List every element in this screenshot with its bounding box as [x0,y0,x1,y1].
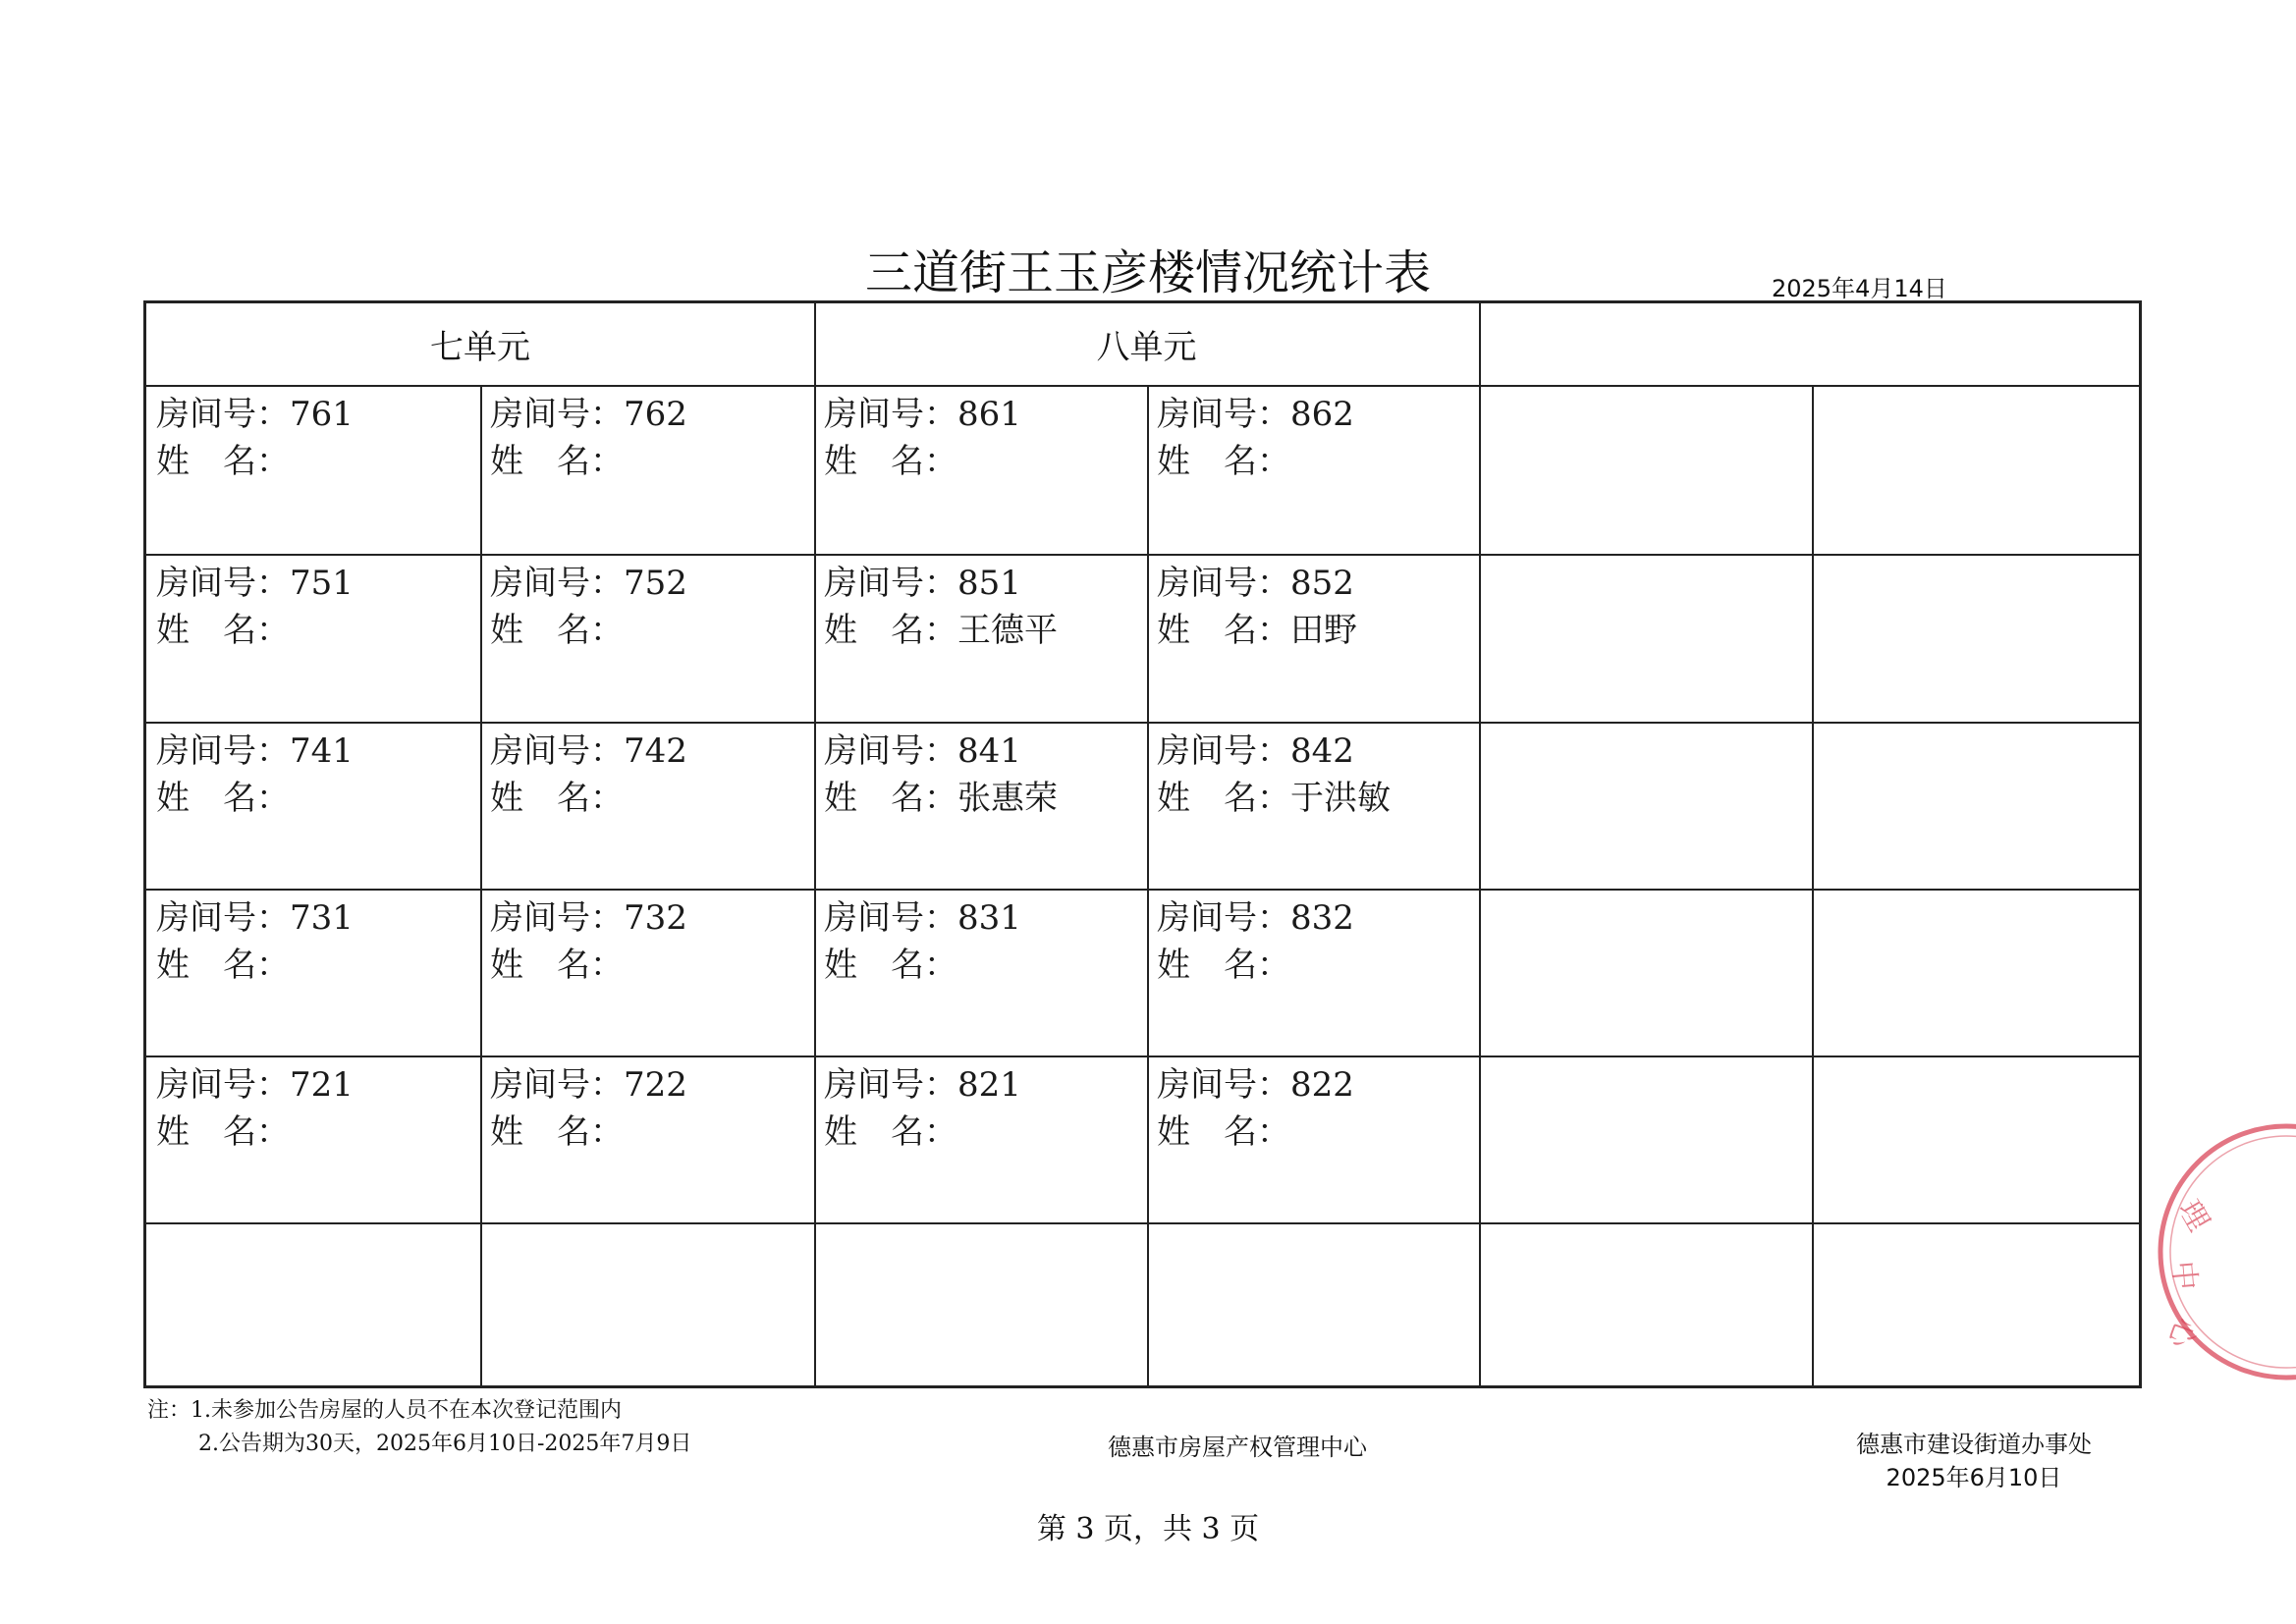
name-label: 姓 名： [156,442,290,481]
seal-icon [2139,1090,2296,1424]
room-number: 842 [1290,731,1354,771]
room-number: 741 [290,731,354,771]
room-cell [480,722,814,822]
room-label: 房间号： [490,1065,624,1105]
resident-name: 王德平 [957,611,1058,650]
room-label: 房间号： [1157,564,1290,603]
room-label: 房间号： [490,731,624,771]
document-title: 三道街王玉彦楼情况统计表 [864,245,1431,300]
room-label: 房间号： [1157,1065,1290,1105]
document-date: 2025年4月14日 [1772,275,1947,302]
room-label: 房间号： [1157,395,1290,434]
room-number: 851 [957,564,1021,603]
room-label: 房间号： [824,1065,957,1105]
room-number: 752 [624,564,687,603]
room-number: 751 [290,564,354,603]
name-label: 姓 名： [1157,611,1290,650]
name-label: 姓 名： [490,442,624,481]
room-number: 742 [624,731,687,771]
issuer-left: 德惠市房屋产权管理中心 [1108,1434,1367,1461]
room-number: 841 [957,731,1021,771]
name-label: 姓 名： [824,779,957,818]
statistics-table [143,300,2142,1388]
notes [147,1394,691,1461]
unit-header [1479,303,2139,385]
note-line-1: 注：1.未参加公告房屋的人员不在本次登记范围内 [147,1398,622,1423]
unit-header: 七单元 [430,328,530,367]
room-number: 822 [1290,1065,1354,1105]
room-number: 762 [624,395,687,434]
note-line-2: 2.公告期为30天，2025年6月10日-2025年7月9日 [198,1432,692,1456]
svg-text:心: 心 [2160,1313,2204,1353]
issuer-right [1836,1428,2111,1494]
name-label: 姓 名： [490,611,624,650]
table-divider [146,1222,2139,1224]
name-label: 姓 名： [1157,1112,1290,1152]
room-cell [814,889,1147,989]
name-label: 姓 名： [1157,779,1290,818]
room-cell [1147,1056,1479,1156]
room-cell [1147,722,1479,822]
room-label: 房间号： [156,395,290,434]
room-label: 房间号： [490,564,624,603]
room-number: 731 [290,898,354,938]
official-seal-stamp [2139,1090,2296,1424]
room-number: 832 [1290,898,1354,938]
room-number: 861 [957,395,1021,434]
table-divider [480,385,482,1385]
room-cell [480,385,814,485]
name-label: 姓 名： [824,946,957,985]
name-label: 姓 名： [824,442,957,481]
room-label: 房间号： [824,898,957,938]
room-number: 761 [290,395,354,434]
name-label: 姓 名： [1157,946,1290,985]
room-label: 房间号： [156,898,290,938]
room-label: 房间号： [1157,898,1290,938]
room-cell [146,722,480,822]
room-cell [480,1056,814,1156]
room-cell [146,554,480,654]
name-label: 姓 名： [156,946,290,985]
room-label: 房间号： [490,395,624,434]
table-divider [1812,385,1814,1385]
name-label: 姓 名： [490,779,624,818]
name-label: 姓 名： [490,946,624,985]
name-label: 姓 名： [824,611,957,650]
room-cell [146,1056,480,1156]
resident-name: 于洪敏 [1290,779,1391,818]
room-cell [814,554,1147,654]
room-cell [480,554,814,654]
name-label: 姓 名： [156,779,290,818]
room-cell [814,1056,1147,1156]
name-label: 姓 名： [1157,442,1290,481]
page-indicator: 第 3 页，共 3 页 [1036,1512,1260,1546]
name-label: 姓 名： [490,1112,624,1152]
room-label: 房间号： [156,731,290,771]
room-cell [814,722,1147,822]
issuer-right-date: 2025年6月10日 [1886,1464,2062,1491]
unit-header: 八单元 [1096,328,1197,367]
room-label: 房间号： [156,564,290,603]
room-cell [146,889,480,989]
room-cell [1147,889,1479,989]
room-number: 862 [1290,395,1354,434]
room-cell [146,385,480,485]
name-label: 姓 名： [824,1112,957,1152]
room-cell [480,889,814,989]
room-label: 房间号： [490,898,624,938]
room-number: 852 [1290,564,1354,603]
room-number: 721 [290,1065,354,1105]
room-number: 821 [957,1065,1021,1105]
room-label: 房间号： [824,564,957,603]
svg-text:理: 理 [2171,1194,2216,1237]
room-label: 房间号： [156,1065,290,1105]
room-number: 831 [957,898,1021,938]
room-cell [1147,554,1479,654]
room-cell [814,385,1147,485]
name-label: 姓 名： [156,611,290,650]
room-number: 732 [624,898,687,938]
room-label: 房间号： [1157,731,1290,771]
room-number: 722 [624,1065,687,1105]
resident-name: 田野 [1290,611,1357,650]
room-cell [1147,385,1479,485]
room-label: 房间号： [824,731,957,771]
name-label: 姓 名： [156,1112,290,1152]
table-divider [1147,385,1149,1385]
svg-text:中: 中 [2165,1259,2203,1292]
room-label: 房间号： [824,395,957,434]
issuer-right-name: 德惠市建设街道办事处 [1856,1431,2092,1458]
resident-name: 张惠荣 [957,779,1058,818]
